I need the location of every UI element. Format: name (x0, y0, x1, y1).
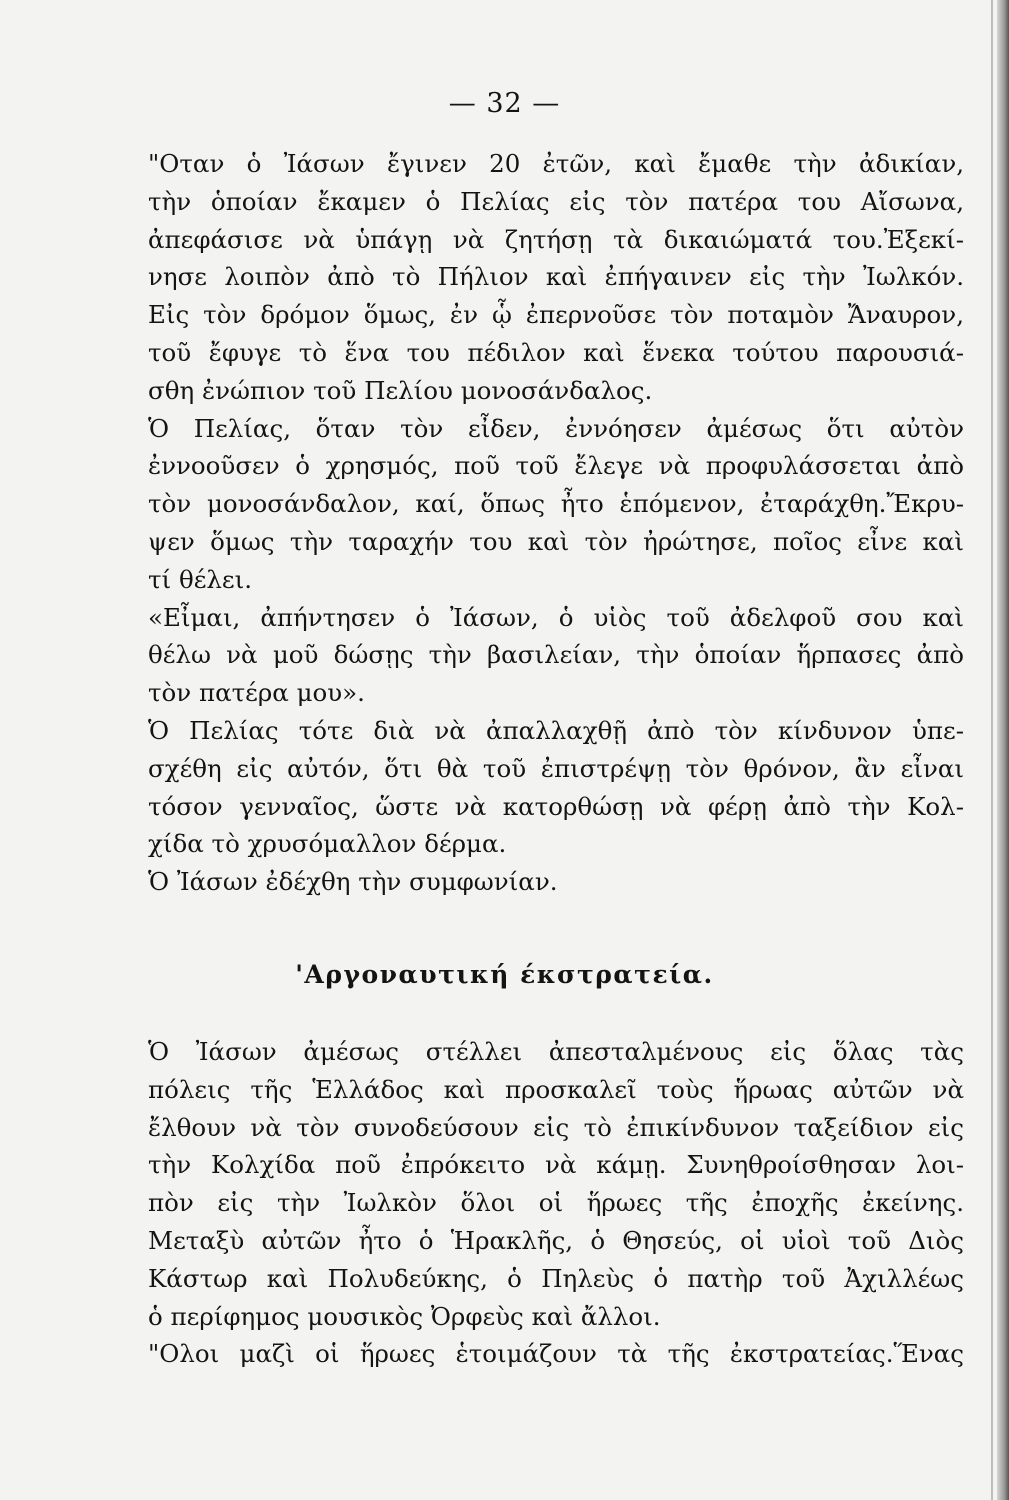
text-line: θέλω νὰ μοῦ δώσῃς τὴν βασιλείαν, τὴν ὁποίαν ἥρπασες ἀπὸ (148, 640, 964, 670)
text-line: τὸν πατέρα μου». (148, 678, 365, 708)
text-line: «Εἶμαι, ἀπήντησεν ὁ Ἰάσων, ὁ υἱὸς τοῦ ἀδελφοῦ σου καὶ (148, 602, 964, 632)
text-line: ἐννοοῦσεν ὁ χρησμός, ποῦ τοῦ ἔλεγε νὰ προφυλάσσεται ἀπὸ (148, 451, 964, 481)
text-line: ὁ περίφημος μουσικὸς Ὀρφεὺς καὶ ἄλλοι. (148, 1301, 661, 1331)
text-line: τόσον γενναῖος, ὥστε νὰ κατορθώσῃ νὰ φέρῃ ἀπὸ τὴν Κολ- (148, 791, 964, 821)
text-line: τὴν ὁποίαν ἔκαμεν ὁ Πελίας εἰς τὸν πατέρα του Αἴσωνα, (148, 186, 964, 216)
text-line: σχέθη εἰς αὐτόν, ὅτι θὰ τοῦ ἐπιστρέψῃ τὸν θρόνον, ἂν εἶναι (148, 753, 964, 783)
text-line: ἔλθουν νὰ τὸν συνοδεύσουν εἰς τὸ ἐπικίνδυνον ταξείδιον εἰς (148, 1112, 964, 1142)
text-line: πὸν εἰς τὴν Ἰωλκὸν ὅλοι οἱ ἥρωες τῆς ἐποχῆς ἐκείνης. (148, 1188, 964, 1218)
text-line: Εἰς τὸν δρόμον ὅμως, ἐν ᾧ ἐπερνοῦσε τὸν ποταμὸν Ἄναυρον, (148, 300, 964, 330)
text-line: τί θέλει. (148, 564, 253, 594)
text-line: Κάστωρ καὶ Πολυδεύκης, ὁ Πηλεὺς ὁ πατὴρ τοῦ Ἀχιλλέως (148, 1263, 964, 1293)
text-line: τὴν Κολχίδα ποῦ ἐπρόκειτο νὰ κάμῃ. Συνηθροίσθησαν λοι- (148, 1150, 964, 1180)
text-line: ψεν ὅμως τὴν ταραχήν του καὶ τὸν ἠρώτησε, ποῖος εἶνε καὶ (148, 526, 964, 556)
text-line: Ὁ Ἰάσων ἀμέσως στέλλει ἀπεσταλμένους εἰς ὅλας τὰς (148, 1037, 964, 1066)
text-line: Μεταξὺ αὐτῶν ἦτο ὁ Ἡρακλῆς, ὁ Θησεύς, οἱ υἱοὶ τοῦ Διὸς (148, 1225, 964, 1255)
page-edge-line (991, 0, 993, 1500)
section-heading: 'Αργοναυτική έκστρατεία. (295, 960, 714, 989)
text-block-after-heading (148, 1033, 964, 1373)
text-line: τὸν μονοσάνδαλον, καί, ὅπως ἦτο ἑπόμενον, ἐταράχθη.Ἔκρυ- (148, 489, 964, 519)
text-line: "Ολοι μαζὶ οἱ ἥρωες ἑτοιμάζουν τὰ τῆς ἐκστρατείας.Ἕνας (148, 1339, 964, 1369)
text-line: Ὁ Πελίας τότε διὰ νὰ ἀπαλλαχθῇ ἀπὸ τὸν κίνδυνον ὑπε- (148, 715, 964, 745)
page-edge-shadow (997, 0, 1009, 1500)
text-line: ἀπεφάσισε νὰ ὑπάγῃ νὰ ζητήσῃ τὰ δικαιώματά του.Ἐξεκί- (148, 224, 964, 254)
text-line: πόλεις τῆς Ἑλλάδος καὶ προσκαλεῖ τοὺς ἥρωας αὐτῶν νὰ (148, 1074, 964, 1104)
text-line: τοῦ ἔφυγε τὸ ἕνα του πέδιλον καὶ ἕνεκα τούτου παρουσιά- (148, 337, 964, 367)
text-line: Ὁ Ἰάσων ἐδέχθη τὴν συμφωνίαν. (148, 867, 558, 897)
page-number: — 32 — (448, 88, 561, 119)
text-line: χίδα τὸ χρυσόμαλλον δέρμα. (148, 829, 507, 859)
text-line: σθη ἐνώπιον τοῦ Πελίου μονοσάνδαλος. (148, 375, 653, 405)
text-line: Ὁ Πελίας, ὅταν τὸν εἶδεν, ἐννόησεν ἀμέσως ὅτι αὐτὸν (148, 413, 964, 443)
text-line: νησε λοιπὸν ἀπὸ τὸ Πήλιον καὶ ἐπήγαινεν εἰς τὴν Ἰωλκόν. (148, 262, 964, 292)
text-line: "Οταν ὁ Ἰάσων ἔγινεν 20 ἐτῶν, καὶ ἔμαθε τὴν ἀδικίαν, (148, 149, 964, 178)
text-block-before-heading (148, 145, 964, 901)
